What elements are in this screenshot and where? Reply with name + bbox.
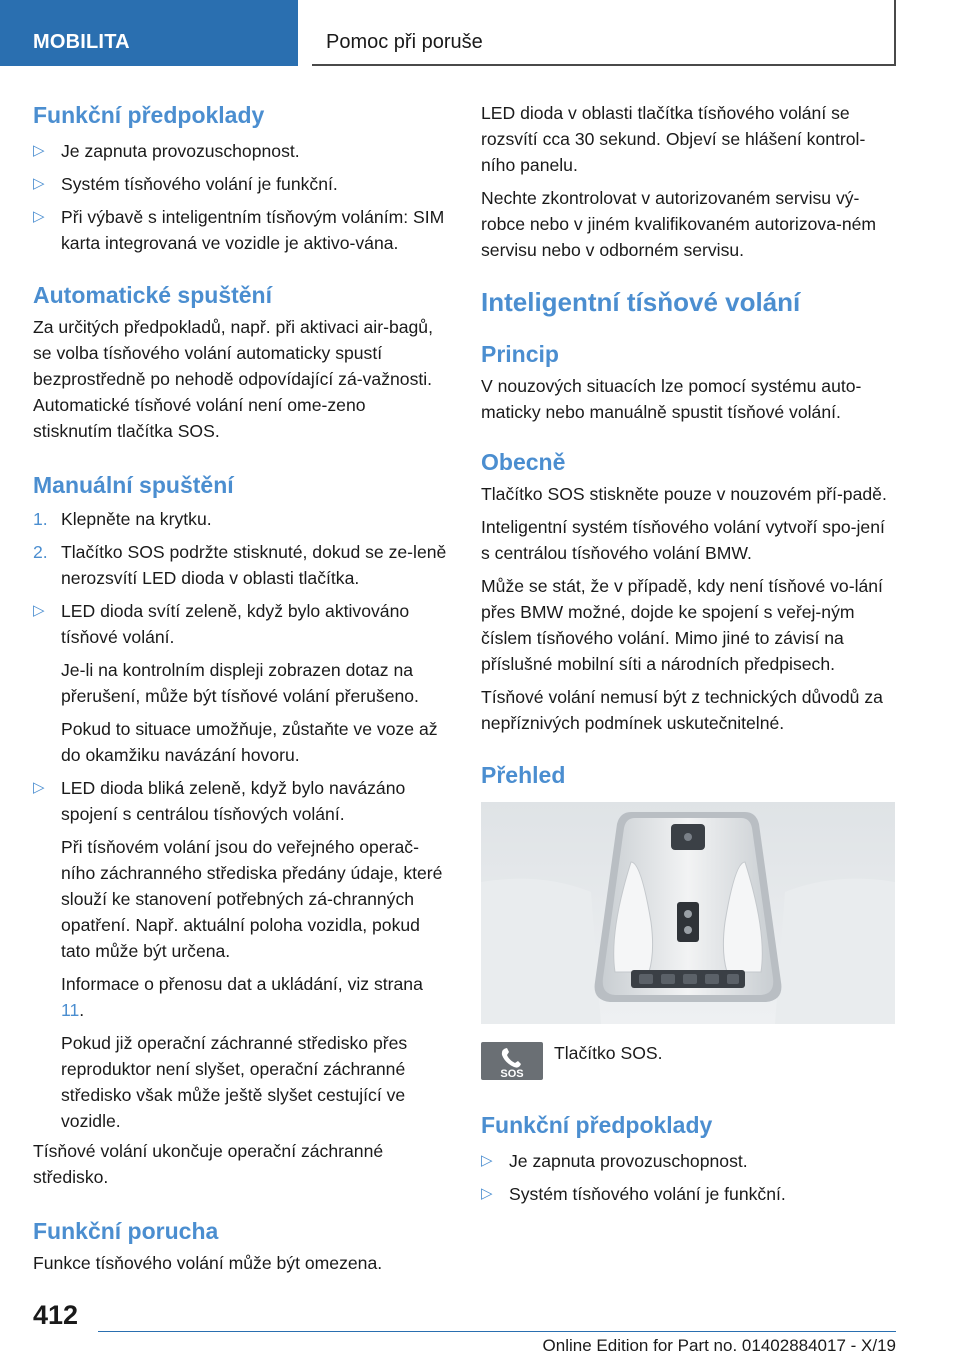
- heading-manualni-spusteni: Manuální spuštění: [33, 472, 234, 498]
- heading-princip: Princip: [481, 341, 559, 367]
- heading-prehled: Přehled: [481, 762, 566, 788]
- princip-paragraph: V nouzových situacích lze pomocí systému auto-maticky nebo manuálně spustit tísňové volání.: [481, 376, 862, 422]
- obecne-paragraph-4: Tísňové volání nemusí být z technických důvodů za nepříznivých podmínek uskutečnitelné.: [481, 687, 883, 733]
- triangle-bullet-icon: ▷: [33, 208, 45, 225]
- footer-divider: [98, 1331, 896, 1332]
- porucha-paragraph: Funkce tísňového volání může být omezena.: [33, 1253, 383, 1273]
- overhead-console-photo: [481, 802, 895, 1024]
- list-item: ▷ Při výbavě s inteligentním tísňovým voláním: SIM karta integrovaná ve vozidle je aktivo-vána.: [33, 204, 449, 256]
- page-header: [0, 0, 960, 66]
- heading-automaticke-spusteni: Automatické spuštění: [33, 282, 272, 308]
- led-status-list: [33, 598, 449, 1134]
- triangle-bullet-icon: ▷: [33, 779, 45, 796]
- triangle-bullet-icon: ▷: [33, 142, 45, 159]
- list-item: ▷ Je zapnuta provozuschopnost.: [481, 1148, 897, 1174]
- heading-obecne: Obecně: [481, 449, 566, 475]
- heading-funkcni-predpoklady-2: Funkční předpoklady: [481, 1112, 713, 1138]
- obecne-paragraph-1: Tlačítko SOS stiskněte pouze v nouzovém pří-padě.: [481, 484, 887, 504]
- step-item: 1. Klepněte na krytku.: [33, 506, 449, 532]
- porucha-continued-2: Nechte zkontrolovat v autorizovaném servisu vý-robce nebo v jiném kvalifikovaném autorizova-ném servisu nebo v odborném servisu.: [481, 188, 877, 260]
- triangle-bullet-icon: ▷: [481, 1152, 493, 1169]
- left-column: [33, 100, 449, 1276]
- triangle-bullet-icon: ▷: [481, 1185, 493, 1202]
- right-column: [481, 100, 897, 1207]
- legend-row: [481, 1038, 897, 1082]
- step-number: 1.: [33, 509, 48, 529]
- header-gap: [298, 0, 312, 66]
- heading-inteligentni-tisnove-volani: Inteligentní tísňové volání: [481, 287, 801, 317]
- edition-note: Online Edition for Part no. 01402884017 - X/19: [542, 1336, 896, 1355]
- obecne-paragraph-3: Může se stát, že v případě, kdy není tísňové vo-lání přes BMW možné, dojde ke spojení s veřej-ným číslem tísňového volání. Mimo jiné to závisí na příslušné mobilní síti a národních předpisech.: [481, 576, 883, 674]
- prerequisites-list-2: [481, 1148, 897, 1207]
- step-number: 2.: [33, 542, 48, 562]
- auto-paragraph: Za určitých předpokladů, např. při aktivaci air-bagů, se volba tísňového volání automaticky spustí bezprostředně po nehodě odpovídající zá-važnosti. Automatické tísňové volání není ome-zeno stisknutím tlačítka SOS.: [33, 317, 433, 441]
- triangle-bullet-icon: ▷: [33, 602, 45, 619]
- chapter-title: Pomoc při poruše: [312, 0, 896, 66]
- step-item: 2. Tlačítko SOS podržte stisknuté, dokud se ze-leně nerozsvítí LED dioda v oblasti tlačítka.: [33, 539, 449, 591]
- list-item: ▷ LED dioda svítí zeleně, když bylo aktivováno tísňové volání. Je-li na kontrolním displeji zobrazen dotaz na přerušení, může být tísňové volání přerušeno. Pokud to situace umožňuje, zůstaňte ve voze až do okamžiku navázání hovoru.: [33, 598, 449, 768]
- obecne-paragraph-2: Inteligentní systém tísňového volání vytvoří spo-jení s centrálou tísňového volání BMW.: [481, 517, 885, 563]
- prerequisites-list: [33, 138, 449, 256]
- porucha-continued-1: LED dioda v oblasti tlačítka tísňového volání se rozsvítí cca 30 sekund. Objeví se hlášení kontrol-ního panelu.: [481, 103, 866, 175]
- end-call-paragraph: Tísňové volání ukončuje operační záchranné středisko.: [33, 1141, 384, 1187]
- list-item: ▷ Systém tísňového volání je funkční.: [481, 1181, 897, 1207]
- page-number: 412: [33, 1300, 79, 1330]
- heading-funkcni-predpoklady: Funkční předpoklady: [33, 102, 265, 128]
- overhead-console-illustration: [481, 802, 895, 1024]
- sos-button-icon: [481, 1042, 543, 1080]
- list-item: ▷ Je zapnuta provozuschopnost.: [33, 138, 449, 164]
- list-item: ▷ Systém tísňového volání je funkční.: [33, 171, 449, 197]
- legend-sos-label: Tlačítko SOS.: [554, 1043, 663, 1063]
- triangle-bullet-icon: ▷: [33, 175, 45, 192]
- section-tab: MOBILITA: [0, 0, 298, 66]
- page-link[interactable]: 11: [61, 1000, 80, 1020]
- sos-icon-label: SOS: [500, 1068, 524, 1080]
- heading-funkcni-porucha: Funkční porucha: [33, 1218, 219, 1244]
- list-item: ▷ LED dioda bliká zeleně, když bylo navázáno spojení s centrálou tísňových volání. Při tísňovém volání jsou do veřejného operač-ního záchranného střediska předány údaje, které slouží ke stanovení potřebných zá-chranných opatření. Např. aktuální poloha vozidla, pokud tato může být určena. Informace o přenosu dat a ukládání, viz strana 11. Pokud již operační záchranné středisko přes reproduktor není slyšet, operační záchranné středisko však může ještě slyšet cestující ve vozidle.: [33, 775, 449, 1134]
- steps-list: [33, 506, 449, 591]
